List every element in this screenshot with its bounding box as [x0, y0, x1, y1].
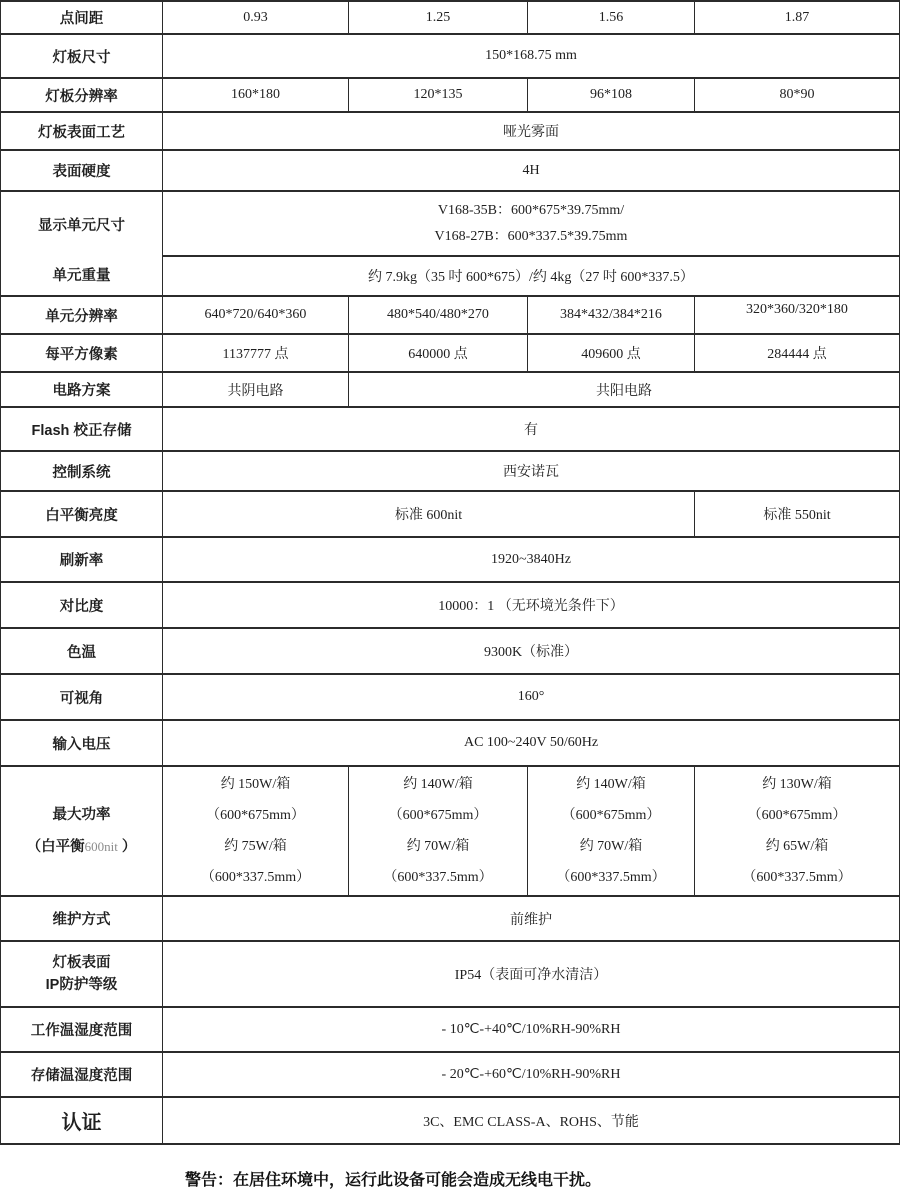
maintenance-value: 前维护	[163, 896, 900, 941]
control-system-label: 控制系统	[1, 451, 163, 491]
row-pitch	[1, 1, 900, 34]
ip-rating-label	[1, 941, 163, 1007]
row-surface-process	[1, 112, 900, 150]
max-power-col1	[163, 766, 349, 896]
unit-resolution-value-3: 384*432/384*216	[528, 296, 695, 334]
row-module-size	[1, 34, 900, 78]
unit-size-label: 显示单元尺寸	[38, 217, 125, 234]
pixels-per-sqm-value-1: 1137777 点	[163, 334, 349, 372]
row-max-power	[1, 766, 900, 896]
row-flash-storage	[1, 407, 900, 451]
max-power-col4-line1: 约 130W/箱	[762, 777, 832, 792]
module-resolution-value-3: 96*108	[528, 78, 695, 112]
viewing-angle-value: 160°	[163, 674, 900, 720]
flash-storage-value: 有	[163, 407, 900, 451]
color-temperature-value: 9300K（标准）	[163, 628, 900, 674]
row-viewing-angle	[1, 674, 900, 720]
row-surface-hardness	[1, 150, 900, 191]
unit-weight-label: 单元重量	[52, 268, 111, 284]
white-balance-brightness-label: 白平衡亮度	[1, 491, 163, 537]
refresh-rate-value: 1920~3840Hz	[163, 537, 900, 582]
surface-hardness-label: 表面硬度	[1, 150, 163, 191]
max-power-col2-line3: 约 70W/箱	[406, 839, 470, 854]
working-temp-humidity-label: 工作温湿度范围	[1, 1007, 163, 1052]
max-power-col3-line3: 约 70W/箱	[579, 839, 643, 854]
refresh-rate-label: 刷新率	[1, 537, 163, 582]
unit-size-line2: V168-27B：600*337.5*39.75mm	[434, 228, 628, 244]
max-power-col1-line4: （600*337.5mm）	[200, 870, 311, 885]
unit-resolution-label: 单元分辨率	[1, 296, 163, 334]
module-resolution-value-1: 160*180	[163, 78, 349, 112]
max-power-label	[1, 766, 163, 896]
pitch-value-1: 0.93	[163, 1, 349, 34]
row-input-voltage	[1, 720, 900, 766]
max-power-col2-line2: （600*675mm）	[388, 808, 488, 823]
pixels-per-sqm-value-3: 409600 点	[528, 334, 695, 372]
unit-weight-value: 约 7.9kg（35 吋 600*675）/约 4kg（27 吋 600*337.5）	[163, 256, 900, 296]
color-temperature-label: 色温	[1, 628, 163, 674]
max-power-col4-line3: 约 65W/箱	[765, 839, 829, 854]
pitch-value-3: 1.56	[528, 1, 695, 34]
working-temp-humidity-value: - 10℃-+40℃/10%RH-90%RH	[163, 1007, 900, 1052]
contrast-label: 对比度	[1, 582, 163, 628]
unit-size-weight-label	[1, 191, 163, 296]
max-power-col1-line3: 约 75W/箱	[224, 839, 287, 854]
max-power-col4-line2: （600*675mm）	[747, 808, 847, 823]
ip-rating-label-line1: 灯板表面	[52, 955, 111, 971]
pitch-label: 点间距	[1, 1, 163, 34]
pixels-per-sqm-value-4: 284444 点	[695, 334, 900, 372]
max-power-label-line1: 最大功率	[52, 807, 111, 823]
unit-resolution-value-2: 480*540/480*270	[349, 296, 528, 334]
module-size-value: 150*168.75 mm	[163, 34, 900, 78]
max-power-label-nit: 600nit	[84, 839, 118, 854]
max-power-col3-line2: （600*675mm）	[561, 808, 661, 823]
row-maintenance	[1, 896, 900, 941]
max-power-col3-line1: 约 140W/箱	[576, 777, 646, 792]
surface-process-label: 灯板表面工艺	[1, 112, 163, 150]
module-resolution-value-2: 120*135	[349, 78, 528, 112]
ip-rating-label-line2: IP防护等级	[45, 977, 118, 993]
max-power-label-line2	[5, 831, 158, 863]
row-circuit	[1, 372, 900, 407]
max-power-col3	[528, 766, 695, 896]
maintenance-label: 维护方式	[1, 896, 163, 941]
row-color-temperature	[1, 628, 900, 674]
row-refresh-rate	[1, 537, 900, 582]
row-unit-size	[1, 191, 900, 256]
ip-rating-value: IP54（表面可净水清洁）	[163, 941, 900, 1007]
pixels-per-sqm-label: 每平方像素	[1, 334, 163, 372]
max-power-label-suffix: ）	[117, 839, 137, 855]
white-balance-brightness-value-main: 标准 600nit	[163, 491, 695, 537]
pitch-value-4: 1.87	[695, 1, 900, 34]
row-certification	[1, 1097, 900, 1144]
row-ip-rating	[1, 941, 900, 1007]
row-control-system	[1, 451, 900, 491]
circuit-value-col1: 共阴电路	[163, 372, 349, 407]
input-voltage-value: AC 100~240V 50/60Hz	[163, 720, 900, 766]
surface-process-value: 哑光雾面	[163, 112, 900, 150]
surface-hardness-value: 4H	[163, 150, 900, 191]
row-storage-temp-humidity	[1, 1052, 900, 1097]
pitch-value-2: 1.25	[349, 1, 528, 34]
flash-storage-label: Flash 校正存储	[1, 407, 163, 451]
max-power-col2-line4: （600*337.5mm）	[383, 870, 493, 885]
circuit-label: 电路方案	[1, 372, 163, 407]
certification-label: 认证	[1, 1097, 163, 1144]
viewing-angle-label: 可视角	[1, 674, 163, 720]
max-power-col4-line4: （600*337.5mm）	[742, 870, 852, 885]
row-pixels-per-sqm	[1, 334, 900, 372]
warning-text: 警告：在居住环境中，运行此设备可能会造成无线电干扰。	[185, 1172, 602, 1189]
storage-temp-humidity-label: 存储温湿度范围	[1, 1052, 163, 1097]
input-voltage-label: 输入电压	[1, 720, 163, 766]
module-resolution-label: 灯板分辨率	[1, 78, 163, 112]
max-power-col3-line4: （600*337.5mm）	[556, 870, 666, 885]
row-unit-resolution	[1, 296, 900, 334]
module-size-label: 灯板尺寸	[1, 34, 163, 78]
pixels-per-sqm-value-2: 640000 点	[349, 334, 528, 372]
contrast-value: 10000：1 （无环境光条件下）	[163, 582, 900, 628]
certification-value: 3C、EMC CLASS-A、ROHS、节能	[163, 1097, 900, 1144]
row-white-balance-brightness	[1, 491, 900, 537]
storage-temp-humidity-value: - 20℃-+60℃/10%RH-90%RH	[163, 1052, 900, 1097]
max-power-label-prefix: （白平衡	[26, 839, 85, 855]
max-power-col2-line1: 约 140W/箱	[403, 777, 473, 792]
max-power-col2	[349, 766, 528, 896]
unit-resolution-value-1: 640*720/640*360	[163, 296, 349, 334]
max-power-col1-line1: 约 150W/箱	[220, 777, 291, 792]
row-contrast	[1, 582, 900, 628]
max-power-col1-line2: （600*675mm）	[206, 808, 305, 823]
row-working-temp-humidity	[1, 1007, 900, 1052]
row-module-resolution	[1, 78, 900, 112]
unit-size-line1: V168-35B：600*675*39.75mm/	[437, 202, 625, 218]
unit-resolution-value-4: 320*360/320*180	[695, 296, 900, 334]
circuit-value-rest: 共阳电路	[349, 372, 900, 407]
unit-size-value	[163, 191, 900, 256]
white-balance-brightness-value-col4: 标准 550nit	[695, 491, 900, 537]
max-power-col4	[695, 766, 900, 896]
control-system-value: 西安诺瓦	[163, 451, 900, 491]
module-resolution-value-4: 80*90	[695, 78, 900, 112]
